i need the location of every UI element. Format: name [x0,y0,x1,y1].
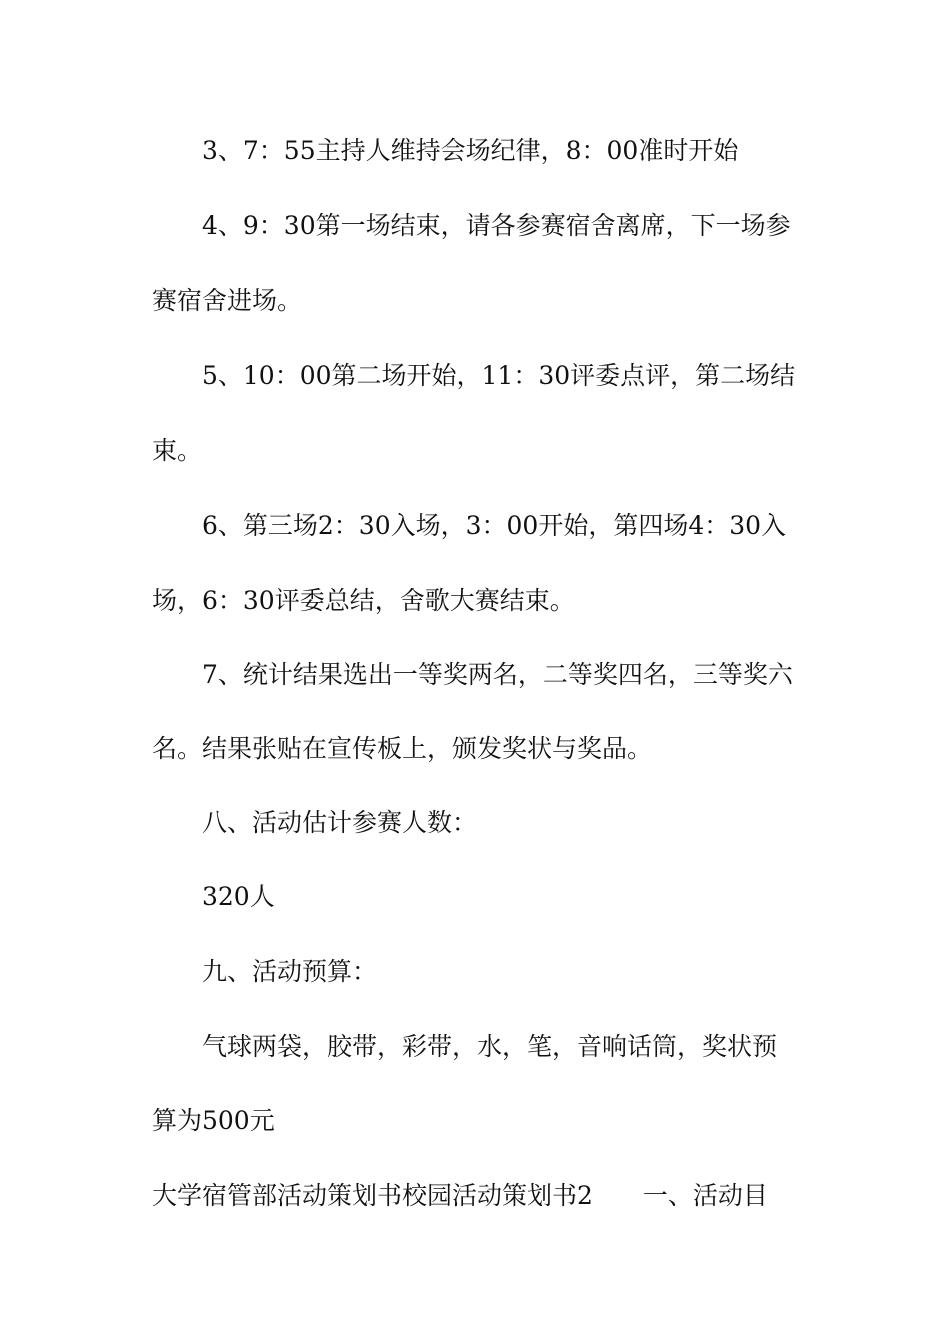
text-line-1: 3、7：55主持人维持会场纪律，8：00准时开始 [202,136,739,165]
text-line-2: 4、9：30第一场结束，请各参赛宿舍离席，下一场参 [202,211,791,240]
section-heading-budget: 九、活动预算： [202,957,378,986]
participant-count: 320人 [202,882,275,911]
text-line-8: 7、统计结果选出一等奖两名，二等奖四名，三等奖六 [202,660,793,689]
text-line-3: 赛宿舍进场。 [152,286,303,315]
text-line-13: 气球两袋，胶带，彩带，水，笔，音响话筒，奖状预 [202,1032,778,1061]
text-line-7: 场，6：30评委总结，舍歌大赛结束。 [152,586,575,615]
text-line-4: 5、10：00第二场开始，11：30评委点评，第二场结 [202,361,796,390]
text-line-14: 算为500元 [152,1106,275,1135]
section-heading-participants: 八、活动估计参赛人数： [202,808,478,837]
text-line-15: 大学宿管部活动策划书校园活动策划书2 一、活动目 [152,1181,768,1210]
text-line-9: 名。结果张贴在宣传板上，颁发奖状与奖品。 [152,734,653,763]
text-line-6: 6、第三场2：30入场，3：00开始，第四场4：30入 [202,511,787,540]
text-line-5: 束。 [152,436,203,465]
